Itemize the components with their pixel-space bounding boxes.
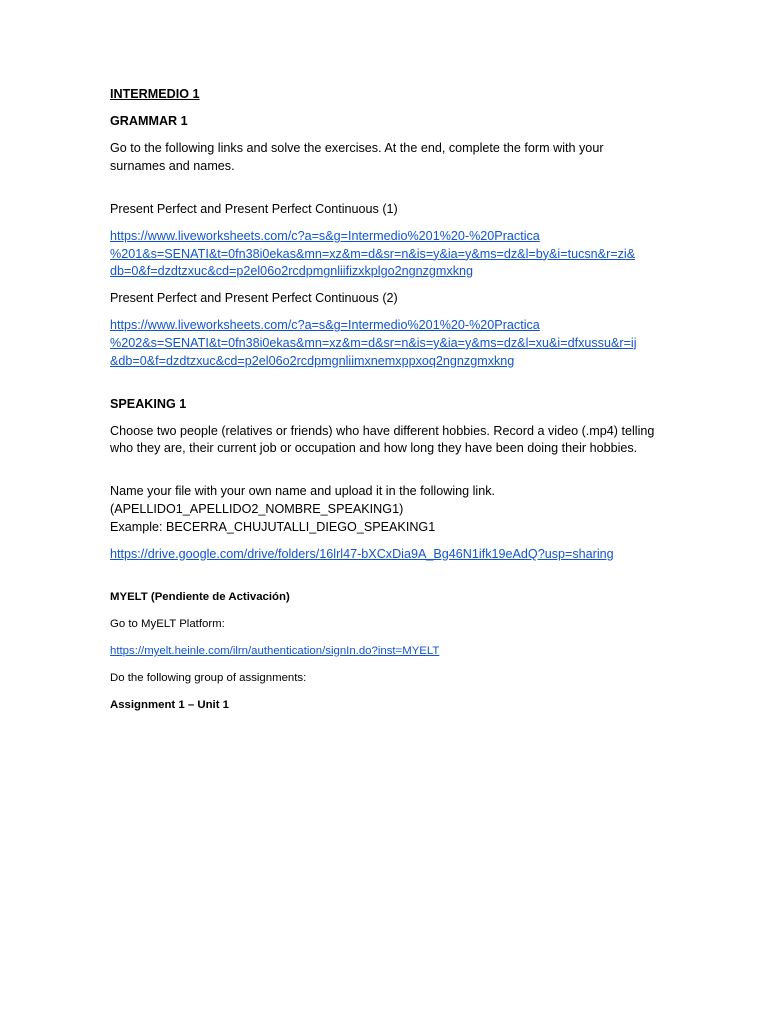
myelt-link[interactable]: https://myelt.heinle.com/ilrn/authentication/signIn.do?inst=MYELT — [110, 644, 440, 657]
document-page — [110, 86, 658, 724]
exercise-1-link[interactable] — [110, 228, 658, 281]
upload-link[interactable]: https://drive.google.com/drive/folders/16lrl47-bXCxDia9A_Bg46N1ifk19eAdQ?usp=sharing — [110, 546, 614, 561]
speaking-naming-block — [110, 483, 658, 536]
grammar-title: GRAMMAR 1 — [110, 114, 188, 129]
myelt-go-to: Go to MyELT Platform: — [110, 617, 225, 630]
document-heading: INTERMEDIO 1 — [110, 87, 200, 101]
naming-line: Example: BECERRA_CHUJUTALLI_DIEGO_SPEAKING1 — [110, 519, 436, 534]
assignment-label: Assignment 1 – Unit 1 — [110, 699, 229, 712]
exercise-1-link-line: https://www.liveworksheets.com/c?a=s&g=Intermedio%201%20-%20Practica — [110, 228, 540, 243]
naming-line: (APELLIDO1_APELLIDO2_NOMBRE_SPEAKING1) — [110, 502, 404, 516]
exercise-2-link[interactable] — [110, 317, 658, 370]
exercise-2-link-line: %202&s=SENATI&t=0fn38i0ekas&mn=xz&m=d&sr=n&is=y&ia=y&ms=dz&l=xu&i=dfxussu&r=ij — [110, 335, 637, 350]
exercise-2-link-line: https://www.liveworksheets.com/c?a=s&g=Intermedio%201%20-%20Practica — [110, 318, 540, 333]
naming-line: Name your file with your own name and upload it in the following link. — [110, 484, 496, 499]
speaking-title: SPEAKING 1 — [110, 396, 187, 411]
exercise-2-title: Present Perfect and Present Perfect Continuous (2) — [110, 291, 398, 306]
exercise-1-title: Present Perfect and Present Perfect Continuous (1) — [110, 201, 398, 216]
exercise-1-link-line: db=0&f=dzdtzxuc&cd=p2el06o2rcdpmgnliifizxkplgo2ngnzgmxkng — [110, 264, 473, 279]
exercise-2-link-line: &db=0&f=dzdtzxuc&cd=p2el06o2rcdpmgnliimxnemxppxoq2ngnzgmxkng — [110, 353, 515, 368]
myelt-do-following: Do the following group of assignments: — [110, 672, 307, 685]
grammar-intro: Go to the following links and solve the exercises. At the end, complete the form with your surnames and names. — [110, 141, 604, 173]
speaking-instructions: Choose two people (relatives or friends) who have different hobbies. Record a video (.mp4) telling who they are, their current job or occupation and how long they have been doing their hobbies. — [110, 423, 655, 456]
exercise-1-link-line: %201&s=SENATI&t=0fn38i0ekas&mn=xz&m=d&sr=n&is=y&ia=y&ms=dz&l=by&i=tucsn&r=zi& — [110, 246, 636, 261]
myelt-title: MYELT (Pendiente de Activación) — [110, 590, 290, 603]
